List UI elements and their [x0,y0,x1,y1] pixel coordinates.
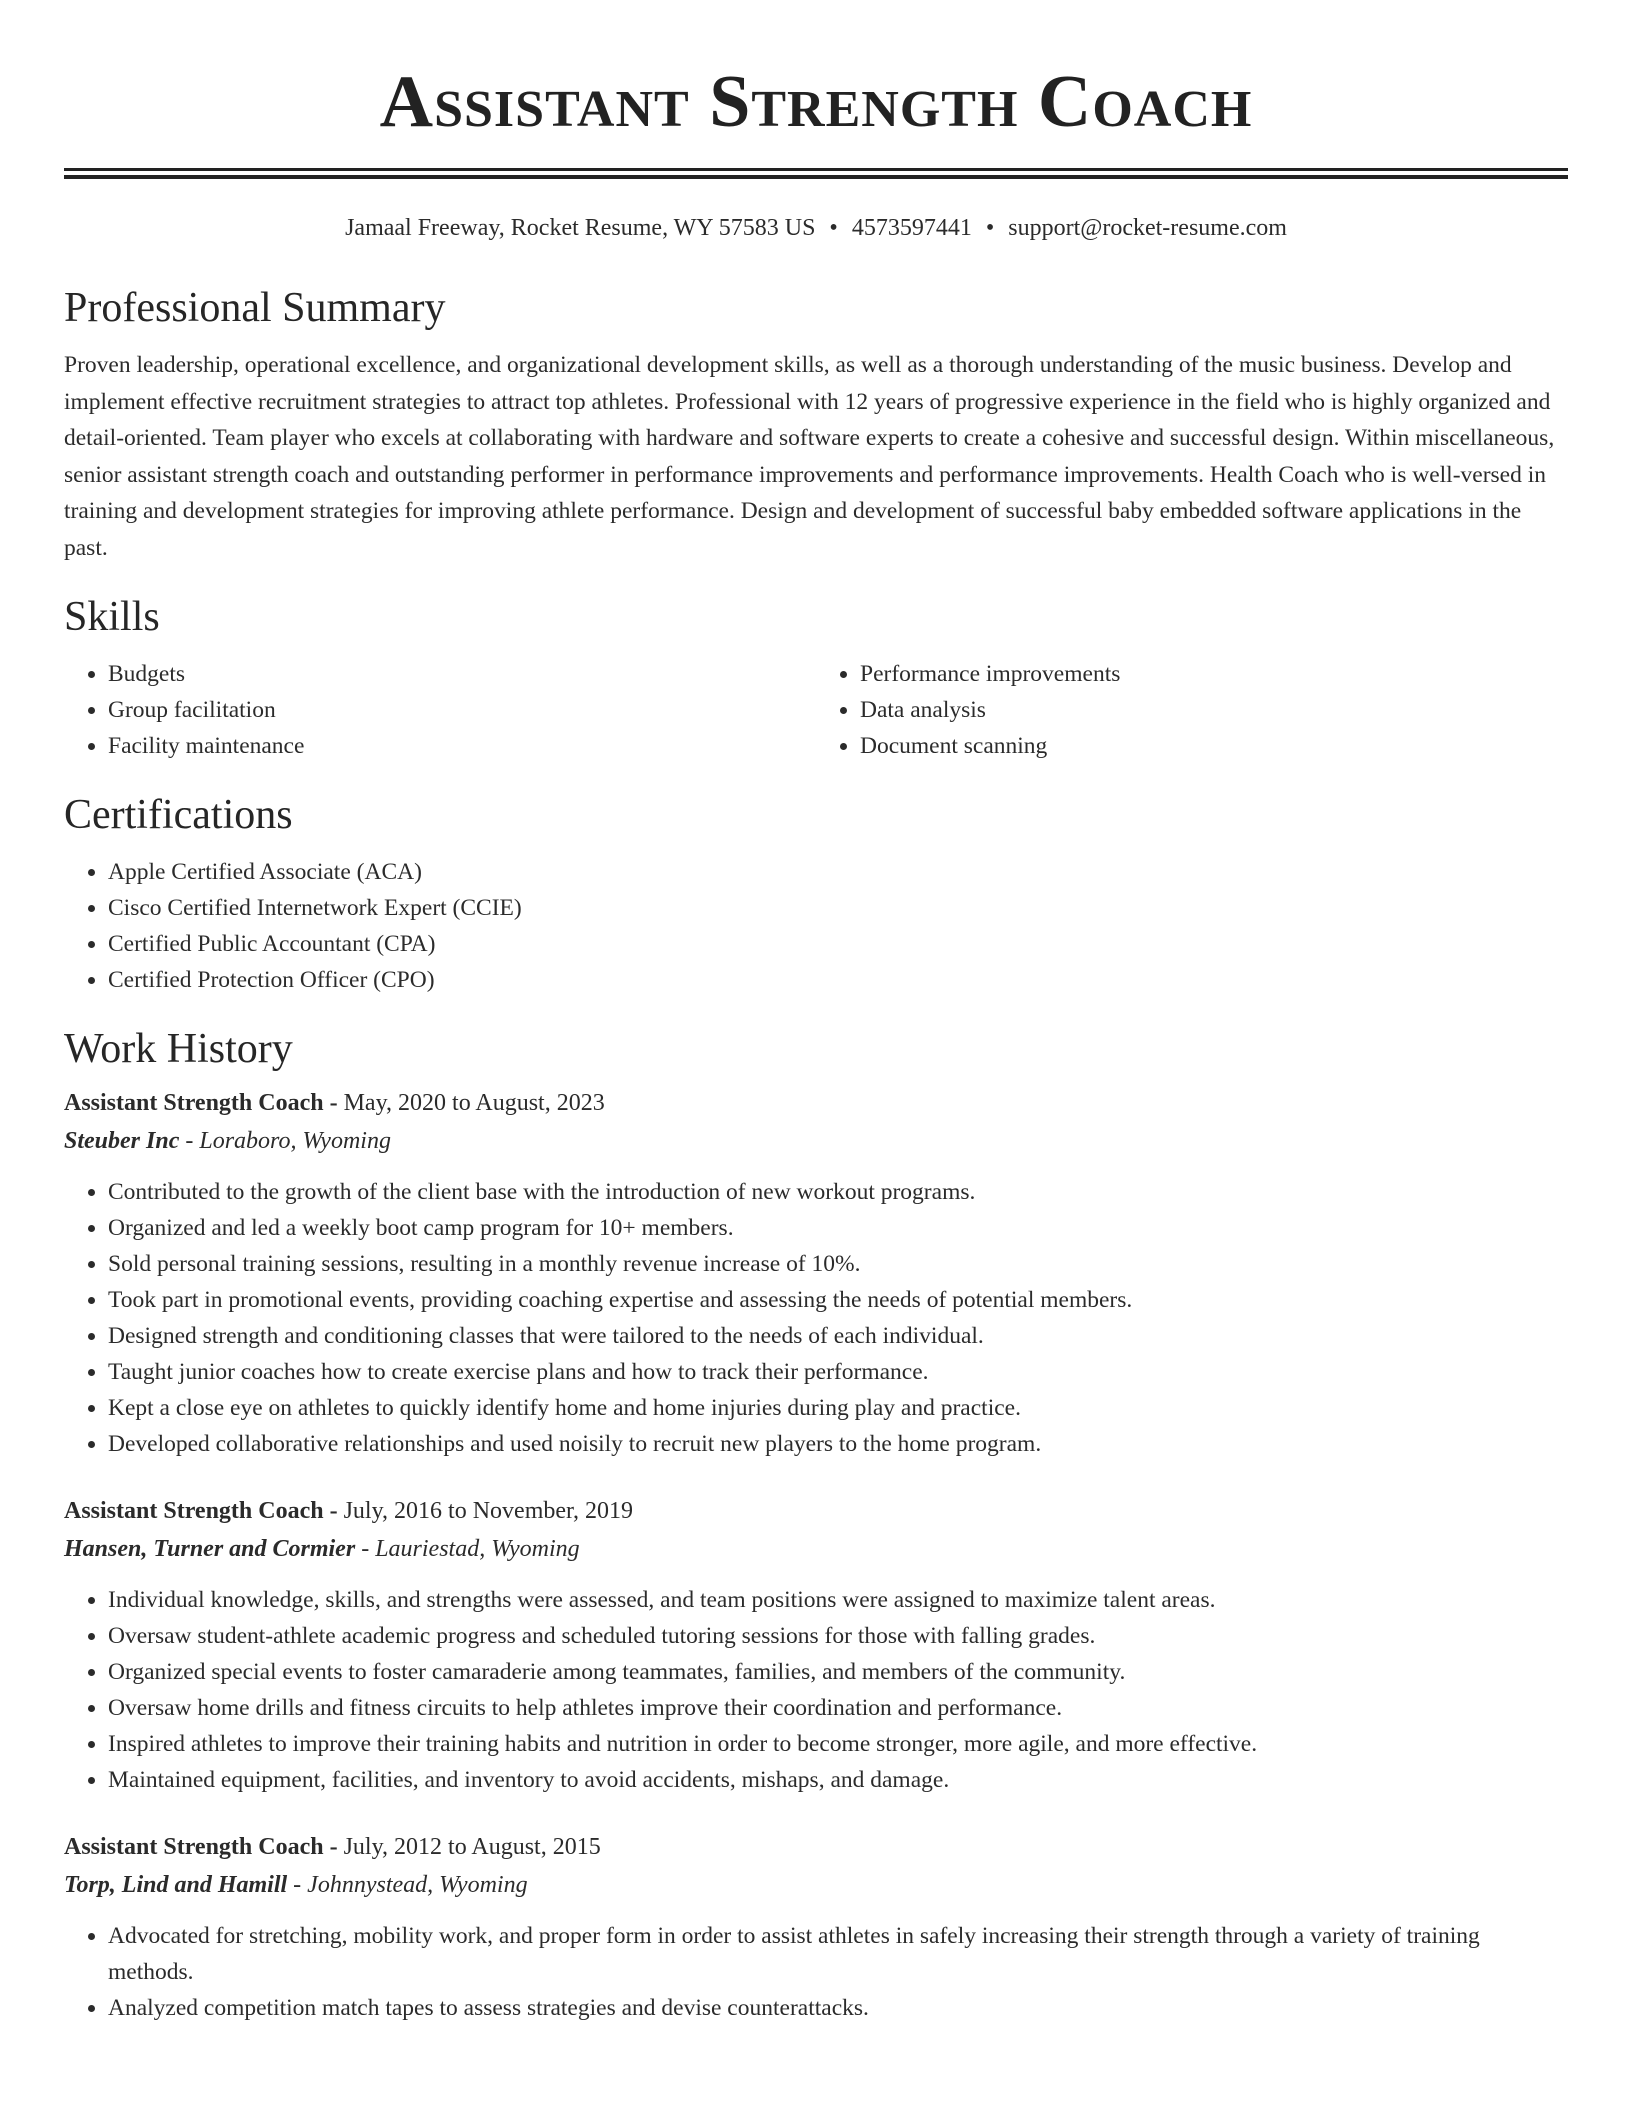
job-entry [64,1492,1568,1798]
contact-email: support@rocket-resume.com [1008,215,1287,241]
job-location: Johnnystead, Wyoming [307,1872,528,1898]
job-location: Lauriestad, Wyoming [375,1536,580,1562]
job-bullet: • Contributed to the growth of the client base with the introduction of new workout programs. [108,1174,1568,1210]
job-title-line: Assistant Strength Coach - July, 2012 to August, 2015 [64,1834,601,1860]
skill-item: • Group facilitation [108,692,816,728]
job-bullet: • Analyzed competition match tapes to assess strategies and devise counterattacks. [108,1990,1568,2026]
skill-item: • Facility maintenance [108,728,816,764]
job-bullet: • Individual knowledge, skills, and strengths were assessed, and team positions were assigned to maximize talent areas. [108,1582,1568,1618]
job-bullet: • Sold personal training sessions, resulting in a monthly revenue increase of 10%. [108,1246,1568,1282]
job-dates: July, 2016 to November, 2019 [343,1498,634,1524]
certification-item: • Apple Certified Associate (ACA) [108,854,1568,890]
resume-page [64,0,1568,2026]
certifications-list [64,854,1568,998]
job-company-line: Hansen, Turner and Cormier - Lauriestad, Wyoming [64,1536,580,1562]
job-bullet: • Took part in promotional events, providing coaching expertise and assessing the needs of potential members. [108,1282,1568,1318]
skills-column-left [64,656,816,764]
job-title-line: Assistant Strength Coach - July, 2016 to November, 2019 [64,1498,634,1524]
job-entry [64,1084,1568,1462]
job-title: Assistant Strength Coach [64,1498,324,1524]
contact-separator: • [985,215,995,241]
job-bullet: • Kept a close eye on athletes to quickly identify home and home injuries during play and practice. [108,1390,1568,1426]
title-divider [64,168,1568,179]
certification-item: • Certified Public Accountant (CPA) [108,926,1568,962]
skill-item: • Data analysis [860,692,1568,728]
job-bullets [64,1174,1568,1462]
job-title: Assistant Strength Coach [64,1834,324,1860]
job-bullet: • Oversaw student-athlete academic progress and scheduled tutoring sessions for those with falling grades. [108,1618,1568,1654]
summary-text: Proven leadership, operational excellence, and organizational development skills, as well as a thorough understanding of the music business. Develop and implement effective recruitment strategies to attract top athletes. Professional with 12 years of progressive experience in the field who is highly organized and detail-oriented. Team player who excels at collaborating with hardware and software experts to create a cohesive and successful design. Within miscellaneous, senior assistant strength coach and outstanding performer in performance improvements and performance improvements. Health Coach who is well-versed in training and development strategies for improving athlete performance. Design and development of successful baby embedded software applications in the past. [64,352,1555,561]
skills-heading: Skills [64,594,160,640]
job-company-line: Steuber Inc - Loraboro, Wyoming [64,1128,391,1154]
skill-item: • Budgets [108,656,816,692]
job-entry [64,1828,1568,2026]
job-company: Torp, Lind and Hamill [64,1872,288,1898]
work-history-heading: Work History [64,1026,293,1072]
skills-list [64,656,1568,764]
skill-item: • Performance improvements [860,656,1568,692]
job-company: Steuber Inc [64,1128,180,1154]
summary-heading: Professional Summary [64,285,446,331]
job-bullets [64,1582,1568,1798]
certification-item: • Cisco Certified Internetwork Expert (CCIE) [108,890,1568,926]
job-dates: May, 2020 to August, 2023 [343,1090,605,1116]
job-company-line: Torp, Lind and Hamill - Johnnystead, Wyoming [64,1872,528,1898]
job-title-line: Assistant Strength Coach - May, 2020 to August, 2023 [64,1090,605,1116]
job-bullet: • Organized special events to foster camaraderie among teammates, families, and members of the community. [108,1654,1568,1690]
resume-title: Assistant Strength Coach [379,61,1253,143]
job-bullet: • Oversaw home drills and fitness circuits to help athletes improve their coordination and performance. [108,1690,1568,1726]
contact-phone: 4573597441 [851,215,972,241]
job-bullet: • Advocated for stretching, mobility work, and proper form in order to assist athletes in safely increasing their strength through a variety of training methods. [108,1918,1568,1990]
job-bullets [64,1918,1568,2026]
certification-item: • Certified Protection Officer (CPO) [108,962,1568,998]
job-bullet: • Designed strength and conditioning classes that were tailored to the needs of each individual. [108,1318,1568,1354]
job-bullet: • Maintained equipment, facilities, and inventory to avoid accidents, mishaps, and damage. [108,1762,1568,1798]
contact-line [64,213,1568,243]
job-title: Assistant Strength Coach [64,1090,324,1116]
skills-column-right [816,656,1568,764]
contact-separator: • [829,215,838,241]
certifications-heading: Certifications [64,792,293,838]
job-bullet: • Organized and led a weekly boot camp program for 10+ members. [108,1210,1568,1246]
contact-address: Jamaal Freeway, Rocket Resume, WY 57583 US [345,215,816,241]
job-location: Loraboro, Wyoming [199,1128,391,1154]
job-bullet: • Taught junior coaches how to create exercise plans and how to track their performance. [108,1354,1568,1390]
job-dates: July, 2012 to August, 2015 [343,1834,601,1860]
job-bullet: • Developed collaborative relationships and used noisily to recruit new players to the home program. [108,1426,1568,1462]
skill-item: • Document scanning [860,728,1568,764]
job-bullet: • Inspired athletes to improve their training habits and nutrition in order to become stronger, more agile, and more effective. [108,1726,1568,1762]
job-company: Hansen, Turner and Cormier [64,1536,356,1562]
